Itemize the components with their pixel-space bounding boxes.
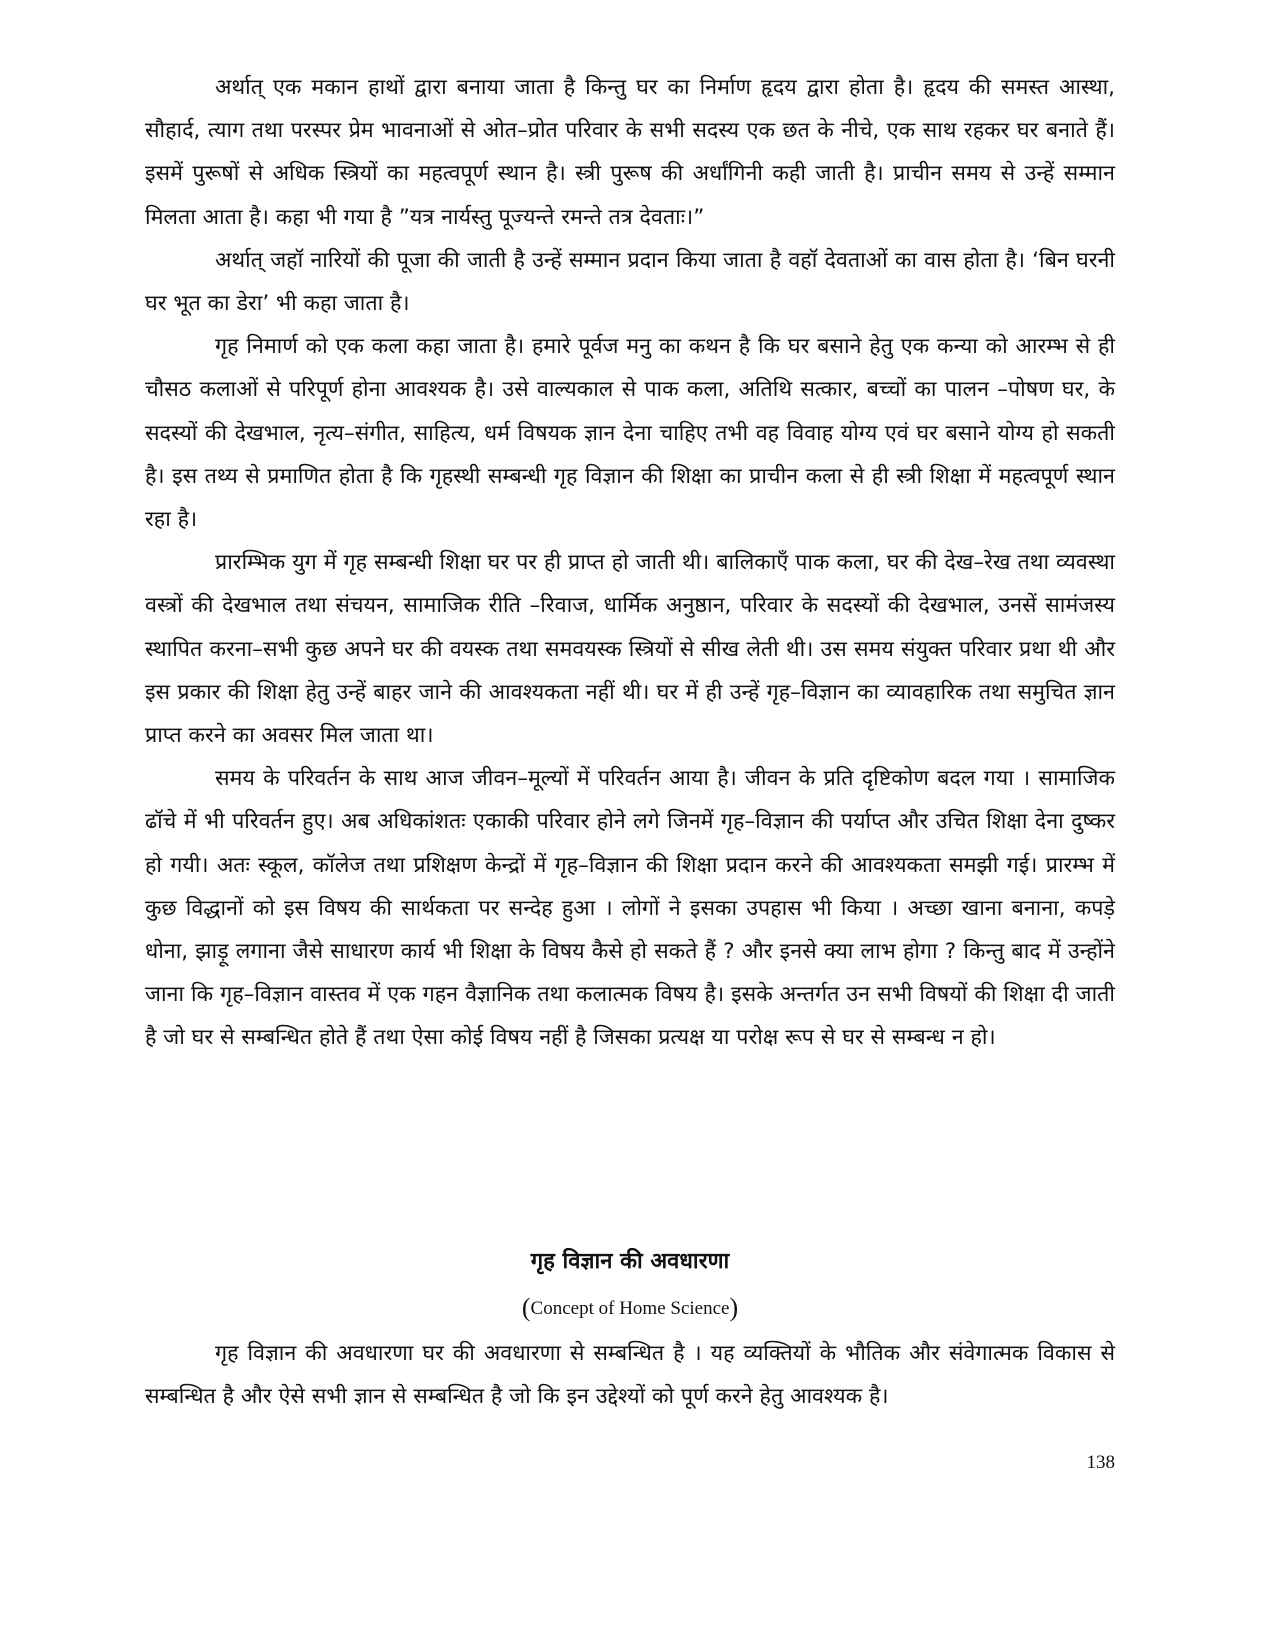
- paragraph: समय के परिवर्तन के साथ आज जीवन–मूल्यों में परिवर्तन आया है। जीवन के प्रति दृष्टिकोण बदल गया । सामाजिक ढॉचे में भी परिवर्तन हुए। अब अधिकांशतः एकाकी परिवार होने लगे जिनमें गृह–विज्ञान की पर्याप्त और उचित शिक्षा देना दुष्कर हो गयी। अतः स्कूल, कॉलेज तथा प्रशिक्षण केन्द्रों में गृह–विज्ञान की शिक्षा प्रदान करने की आवश्यकता समझी गई। प्रारम्भ में कुछ विद्धानों को इस विषय की सार्थकता पर सन्देह हुआ । लोगों ने इसका उपहास भी किया । अच्छा खाना बनाना, कपड़े धोना, झाड़ू लगाना जैसे साधारण कार्य भी शिक्षा के विषय कैसे हो सकते हैं ? और इनसे क्या लाभ होगा ? किन्तु बाद में उन्होंने जाना कि गृह–विज्ञान वास्तव में एक गहन वैज्ञानिक तथा कलात्मक विषय है। इसके अन्तर्गत उन सभी विषयों की शिक्षा दी जाती है जो घर से सम्बन्धित होते हैं तथा ऐसा कोई विषय नहीं है जिसका प्रत्यक्ष या परोक्ष रूप से घर से सम्बन्ध न हो।: [145, 766, 1115, 1051]
- section-body-text: [145, 1332, 1115, 1418]
- section-subheading-text: Concept of Home Science: [530, 1298, 730, 1319]
- open-parenthesis: (: [521, 1293, 531, 1322]
- paragraph: प्रारम्भिक युग में गृह सम्बन्धी शिक्षा घर पर ही प्राप्त हो जाती थी। बालिकाएँ पाक कला, घर की देख–रेख तथा व्यवस्था वस्त्रों की देखभाल तथा संचयन, सामाजिक रीति –रिवाज, धार्मिक अनुष्ठान, परिवार के सदस्यों की देखभाल, उनसें सामंजस्य स्थापित करना–सभी कुछ अपने घर की वयस्क तथा समवयस्क स्त्रियों से सीख लेती थी। उस समय संयुक्त परिवार प्रथा थी और इस प्रकार की शिक्षा हेतु उन्हें बाहर जाने की आवश्यकता नहीं थी। घर में ही उन्हें गृह–विज्ञान का व्यावहारिक तथा समुचित ज्ञान प्राप्त करने का अवसर मिल जाता था।: [145, 550, 1115, 749]
- page-number: 138: [1086, 1452, 1115, 1473]
- section-heading: गृह विज्ञान की अवधारणा: [530, 1249, 730, 1274]
- section-subheading: [145, 1288, 1115, 1329]
- body-text: [145, 66, 1115, 1060]
- paragraph: अर्थात् एक मकान हाथों द्वारा बनाया जाता है किन्तु घर का निर्माण हृदय द्वारा होता है। हृदय की समस्त आस्था, सौहार्द, त्याग तथा परस्पर प्रेम भावनाओं से ओत–प्रोत परिवार के सभी सदस्य एक छत के नीचे, एक साथ रहकर घर बनाते हैं। इसमें पुरूषों से अधिक स्त्रियों का महत्वपूर्ण स्थान है। स्त्री पुरूष की अर्धांगिनी कही जाती है। प्राचीन समय से उन्हें सम्मान मिलता आता है। कहा भी गया है ”यत्र नार्यस्तु पूज्यन्ते रमन्ते तत्र देवताः।”: [145, 75, 1115, 230]
- paragraph: गृह विज्ञान की अवधारणा घर की अवधारणा से सम्बन्धित है । यह व्यक्तियों के भौतिक और संवेगात्मक विकास से सम्बन्धित है और ऐसे सभी ज्ञान से सम्बन्धित है जो कि इन उद्देश्यों को पूर्ण करने हेतु आवश्यक है।: [145, 1341, 1115, 1410]
- paragraph: गृह निमार्ण को एक कला कहा जाता है। हमारे पूर्वज मनु का कथन है कि घर बसाने हेतु एक कन्या को आरम्भ से ही चौसठ कलाओं से परिपूर्ण होना आवश्यक है। उसे वाल्यकाल से पाक कला, अतिथि सत्कार, बच्चों का पालन –पोषण घर, के सदस्यों की देखभाल, नृत्य–संगीत, साहित्य, धर्म विषयक ज्ञान देना चाहिए तभी वह विवाह योग्य एवं घर बसाने योग्य हो सकती है। इस तथ्य से प्रमाणित होता है कि गृहस्थी सम्बन्धी गृह विज्ञान की शिक्षा का प्राचीन कला से ही स्त्री शिक्षा में महत्वपूर्ण स्थान रहा है।: [145, 334, 1115, 533]
- paragraph: अर्थात् जहॉ नारियों की पूजा की जाती है उन्हें सम्मान प्रदान किया जाता है वहॉ देवताओं का वास होता है। ‘बिन घरनी घर भूत का डेरा’ भी कहा जाता है।: [145, 247, 1115, 317]
- close-parenthesis: ): [729, 1293, 739, 1322]
